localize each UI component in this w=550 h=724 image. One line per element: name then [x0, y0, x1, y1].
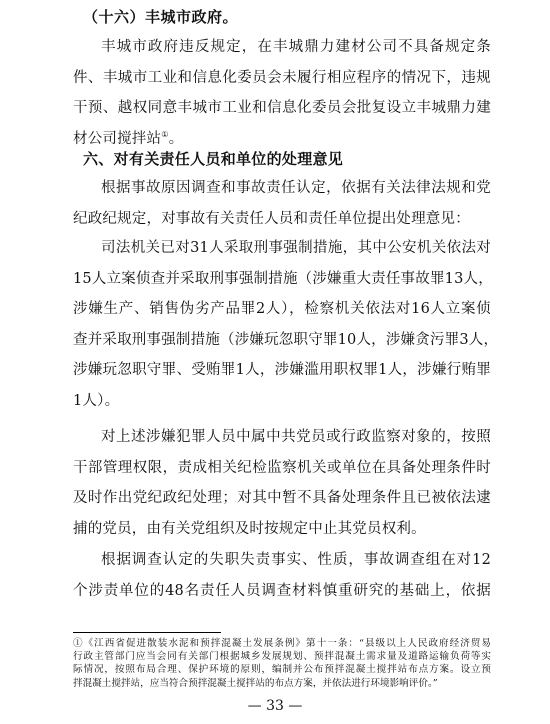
footnote-line: 际情况，按照布局合理、保护环境的原则，编制并公布预拌混凝土搅拌站布点方案。设立预	[73, 664, 491, 676]
text-line: 1人）。	[73, 392, 120, 409]
text-line: 及时作出党纪政纪处理；对其中暂不具备处理条件且已被依法逮	[73, 490, 491, 506]
text-line: 司法机关已对31人采取刑事强制措施，其中公安机关依法对	[101, 240, 491, 256]
text-line: 个涉责单位的48名责任人员调查材料慎重研究的基础上，依据	[73, 582, 491, 599]
paragraph-basis	[73, 173, 491, 234]
paragraph-fengcheng-government	[73, 32, 491, 154]
text-line: 捕的党员，由有关党组织及时按规定中止其党员权利。	[73, 520, 426, 537]
section-title: 六、对有关责任人员和单位的处理意见	[83, 150, 344, 168]
text-line: 根据调查认定的失职失责事实、性质，事故调查组在对12	[101, 552, 491, 568]
text-line: 材公司搅拌站	[73, 130, 162, 147]
subsection-heading: （十六）丰城市政府。	[83, 8, 239, 26]
text-line: 涉嫌玩忽职守罪、受贿罪1人，涉嫌滥用职权罪1人，涉嫌行贿罪	[73, 362, 491, 378]
paragraph-investigation	[73, 545, 491, 606]
footnote-line: 拌混凝土搅拌站，应当符合预拌混凝土搅拌站的布点方案，并依法进行环境影响评价。”	[73, 677, 438, 689]
text-line: 对上述涉嫌犯罪人员中属中共党员或行政监察对象的，按照	[101, 429, 491, 445]
page-number: — 33 —	[247, 698, 303, 714]
footnote	[73, 637, 491, 690]
footnote-line: ①《江西省促进散装水泥和预拌混凝土发展条例》第十一条：“县级以上人民政府经济贸易	[73, 638, 491, 649]
footnote-reference: ①	[161, 129, 169, 139]
text-line: 件、丰城市工业和信息化委员会未履行相应程序的情况下，违规	[73, 69, 491, 86]
footnote-separator	[73, 632, 221, 633]
period: 。	[168, 130, 184, 147]
text-line: 丰城市政府违反规定，在丰城鼎力建材公司不具备规定条	[101, 39, 491, 55]
footnote-line: 行政主管部门应当会同有关部门根据城乡发展规划、预拌混凝土需求量及道路运输负荷等实	[73, 651, 491, 663]
text-line: 查并采取刑事强制措施（涉嫌玩忽职守罪10人，涉嫌贪污罪3人，	[73, 331, 499, 348]
text-line: 干部管理权限，责成相关纪检监察机关或单位在具备处理条件时	[73, 459, 491, 476]
text-line: 纪政纪规定，对事故有关责任人员和责任单位提出处理意见：	[73, 210, 470, 227]
paragraph-party-discipline	[73, 422, 491, 544]
text-line: 涉嫌生产、销售伪劣产品罪2人），检察机关依法对16人立案侦	[73, 301, 491, 317]
text-line: 15人立案侦查并采取刑事强制措施（涉嫌重大责任事故罪13人，	[73, 270, 493, 287]
paragraph-criminal-measures	[73, 233, 499, 416]
text-line: 根据事故原因调查和事故责任认定，依据有关法律法规和党	[101, 180, 491, 196]
text-line: 干预、越权同意丰城市工业和信息化委员会批复设立丰城鼎力建	[73, 100, 491, 116]
